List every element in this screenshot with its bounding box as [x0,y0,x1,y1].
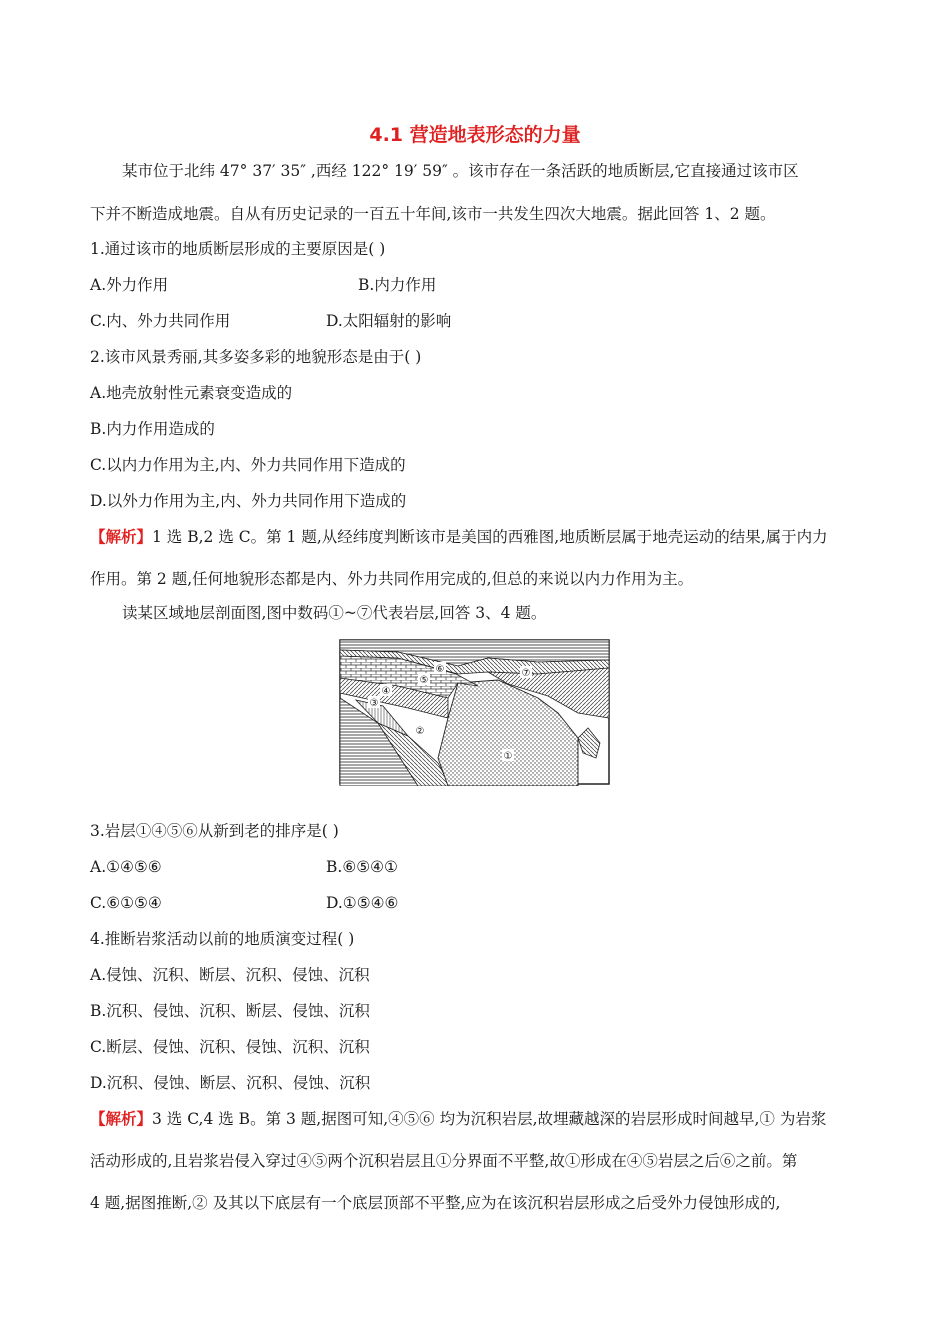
label-3: ③ [369,698,379,709]
analysis-2-line-3: 4 题,据图推断,② 及其以下底层有一个底层顶部不平整,应为在该沉积岩层形成之后受外力侵蚀形成的, [90,1194,781,1212]
question-3-option-b: B.⑥⑤④① [326,858,398,876]
intro-line-2: 下并不断造成地震。自从有历史记录的一百五十年间,该市一共发生四次大地震。据此回答 1、2 题。 [90,205,776,223]
question-1-options-row-1 [90,274,870,296]
label-5: ⑤ [419,675,429,686]
intro-line-3: 读某区域地层剖面图,图中数码①~⑦代表岩层,回答 3、4 题。 [122,604,547,622]
question-4-option-c: C.断层、侵蚀、沉积、侵蚀、沉积、沉积 [90,1038,370,1056]
label-4: ④ [381,686,391,697]
label-2: ② [415,726,425,737]
analysis-1-line-2: 作用。第 2 题,任何地貌形态都是内、外力共同作用完成的,但总的来说以内力作用为主。 [90,570,694,588]
question-4-option-d: D.沉积、侵蚀、断层、沉积、侵蚀、沉积 [90,1074,371,1092]
question-4-option-a: A.侵蚀、沉积、断层、沉积、侵蚀、沉积 [90,966,370,984]
analysis-2-text-1: 3 选 C,4 选 B。第 3 题,据图可知,④⑤⑥ 均为沉积岩层,故埋藏越深的岩层形成时间越早,① 为岩浆 [152,1110,827,1128]
analysis-2-tag: 【解析】 [90,1109,153,1128]
question-3-options-row-2 [90,892,870,914]
analysis-1-tag: 【解析】 [90,527,153,546]
question-3-option-c: C.⑥①⑤④ [90,894,162,912]
question-1-option-a: A.外力作用 [90,276,169,294]
label-7: ⑦ [521,668,531,679]
question-4-option-b: B.沉积、侵蚀、沉积、断层、侵蚀、沉积 [90,1002,370,1020]
question-2-option-d: D.以外力作用为主,内、外力共同作用下造成的 [90,492,407,510]
question-2-stem: 2.该市风景秀丽,其多姿多彩的地貌形态是由于( ) [90,348,422,366]
question-3-stem: 3.岩层①④⑤⑥从新到老的排序是( ) [90,822,339,840]
question-3-option-d: D.①⑤④⑥ [326,894,399,912]
label-6: ⑥ [435,664,445,675]
question-1-option-b: B.内力作用 [358,276,437,294]
question-1-option-d: D.太阳辐射的影响 [326,312,452,330]
question-1-options-row-2 [90,310,870,332]
analysis-1-line-1 [90,526,870,548]
question-1-stem: 1.通过该市的地质断层形成的主要原因是( ) [90,240,386,258]
question-3-options-row-1 [90,856,870,878]
question-2-option-c: C.以内力作用为主,内、外力共同作用下造成的 [90,456,406,474]
intro-line-1: 某市位于北纬 47° 37′ 35″ ,西经 122° 19′ 59″ 。该市存在一条活跃的地质断层,它直接通过该市区 [122,162,799,180]
page-title: 4.1 营造地表形态的力量 [369,124,581,146]
question-2-option-b: B.内力作用造成的 [90,420,215,438]
analysis-2-line-1 [90,1108,870,1130]
analysis-1-text-1: 1 选 B,2 选 C。第 1 题,从经纬度判断该市是美国的西雅图,地质断层属于地壳运动的结果,属于内力 [152,528,828,546]
question-2-option-a: A.地壳放射性元素衰变造成的 [90,384,293,402]
label-1: ① [503,751,513,762]
question-1-option-c: C.内、外力共同作用 [90,312,231,330]
question-3-option-a: A.①④⑤⑥ [90,858,162,876]
analysis-2-line-2: 活动形成的,且岩浆岩侵入穿过④⑤两个沉积岩层且①分界面不平整,故①形成在④⑤岩层之后⑥之前。第 [90,1152,798,1170]
question-4-stem: 4.推断岩浆活动以前的地质演变过程( ) [90,930,355,948]
strata-cross-section-figure [338,638,611,786]
